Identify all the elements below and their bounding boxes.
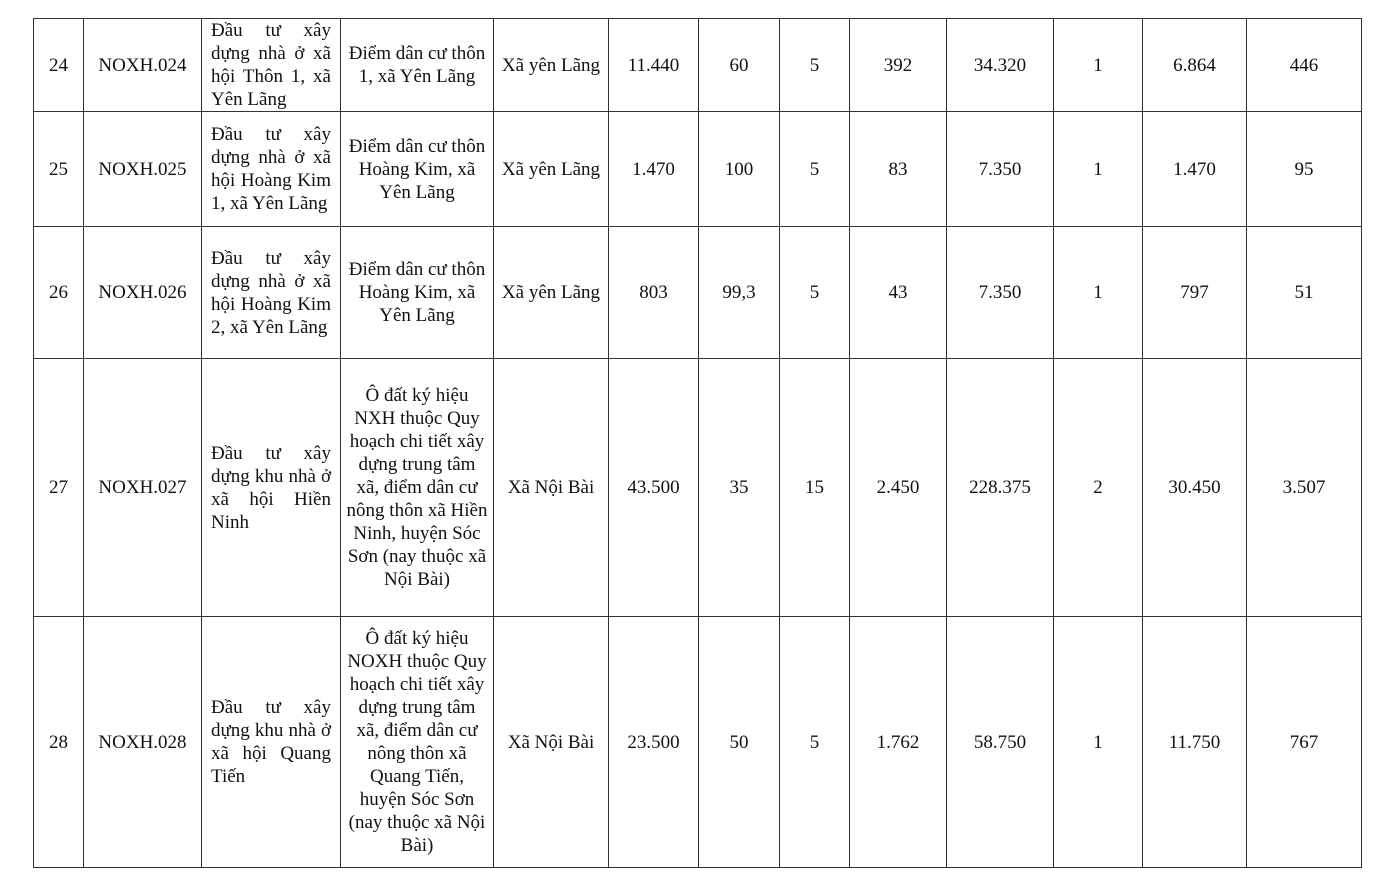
units-count: 2.450 (850, 359, 947, 617)
table-row (34, 19, 1362, 112)
floor-area: 58.750 (947, 617, 1054, 868)
project-location: Ô đất ký hiệu NOXH thuộc Quy hoạch chi tiết xây dựng trung tâm xã, điểm dân cư nông thôn xã Quang Tiến, huyện Sóc Sơn (nay thuộc xã Nội Bài) (341, 617, 494, 868)
people-count: 3.507 (1247, 359, 1362, 617)
row-number: 26 (34, 227, 84, 359)
density-value: 50 (699, 617, 780, 868)
site-area: 1.470 (609, 112, 699, 227)
people-count: 446 (1247, 19, 1362, 112)
people-count: 95 (1247, 112, 1362, 227)
row-number: 27 (34, 359, 84, 617)
project-name: Đầu tư xây dựng nhà ở xã hội Thôn 1, xã Yên Lãng (202, 19, 341, 112)
project-code: NOXH.027 (84, 359, 202, 617)
floors-count: 5 (780, 112, 850, 227)
units-count: 392 (850, 19, 947, 112)
project-location: Điểm dân cư thôn Hoàng Kim, xã Yên Lãng (341, 112, 494, 227)
commune-name: Xã yên Lãng (494, 112, 609, 227)
units-count: 83 (850, 112, 947, 227)
floors-count: 15 (780, 359, 850, 617)
housing-projects-table (33, 18, 1362, 868)
site-area: 11.440 (609, 19, 699, 112)
floor-area: 34.320 (947, 19, 1054, 112)
project-code: NOXH.024 (84, 19, 202, 112)
commune-name: Xã Nội Bài (494, 617, 609, 868)
project-location: Điểm dân cư thôn Hoàng Kim, xã Yên Lãng (341, 227, 494, 359)
floors-count: 5 (780, 19, 850, 112)
site-area: 803 (609, 227, 699, 359)
project-name: Đầu tư xây dựng nhà ở xã hội Hoàng Kim 2, xã Yên Lãng (202, 227, 341, 359)
project-name: Đầu tư xây dựng khu nhà ở xã hội Hiền Ninh (202, 359, 341, 617)
commune-name: Xã Nội Bài (494, 359, 609, 617)
blocks-count: 1 (1054, 227, 1143, 359)
floor-area: 7.350 (947, 112, 1054, 227)
density-value: 35 (699, 359, 780, 617)
project-code: NOXH.026 (84, 227, 202, 359)
site-area: 23.500 (609, 617, 699, 868)
land-area: 1.470 (1143, 112, 1247, 227)
floors-count: 5 (780, 617, 850, 868)
blocks-count: 1 (1054, 19, 1143, 112)
density-value: 99,3 (699, 227, 780, 359)
land-area: 6.864 (1143, 19, 1247, 112)
land-area: 11.750 (1143, 617, 1247, 868)
density-value: 60 (699, 19, 780, 112)
land-area: 30.450 (1143, 359, 1247, 617)
row-number: 24 (34, 19, 84, 112)
project-code: NOXH.028 (84, 617, 202, 868)
project-location: Ô đất ký hiệu NXH thuộc Quy hoạch chi tiết xây dựng trung tâm xã, điểm dân cư nông thôn xã Hiền Ninh, huyện Sóc Sơn (nay thuộc xã Nội Bài) (341, 359, 494, 617)
units-count: 43 (850, 227, 947, 359)
project-name: Đầu tư xây dựng nhà ở xã hội Hoàng Kim 1, xã Yên Lãng (202, 112, 341, 227)
units-count: 1.762 (850, 617, 947, 868)
density-value: 100 (699, 112, 780, 227)
floors-count: 5 (780, 227, 850, 359)
site-area: 43.500 (609, 359, 699, 617)
project-name: Đầu tư xây dựng khu nhà ở xã hội Quang Tiến (202, 617, 341, 868)
blocks-count: 2 (1054, 359, 1143, 617)
table-row (34, 617, 1362, 868)
people-count: 767 (1247, 617, 1362, 868)
blocks-count: 1 (1054, 617, 1143, 868)
blocks-count: 1 (1054, 112, 1143, 227)
commune-name: Xã yên Lãng (494, 227, 609, 359)
land-area: 797 (1143, 227, 1247, 359)
floor-area: 228.375 (947, 359, 1054, 617)
floor-area: 7.350 (947, 227, 1054, 359)
table-row (34, 112, 1362, 227)
row-number: 25 (34, 112, 84, 227)
table-row (34, 227, 1362, 359)
people-count: 51 (1247, 227, 1362, 359)
commune-name: Xã yên Lãng (494, 19, 609, 112)
row-number: 28 (34, 617, 84, 868)
table-row (34, 359, 1362, 617)
project-location: Điểm dân cư thôn 1, xã Yên Lãng (341, 19, 494, 112)
project-code: NOXH.025 (84, 112, 202, 227)
